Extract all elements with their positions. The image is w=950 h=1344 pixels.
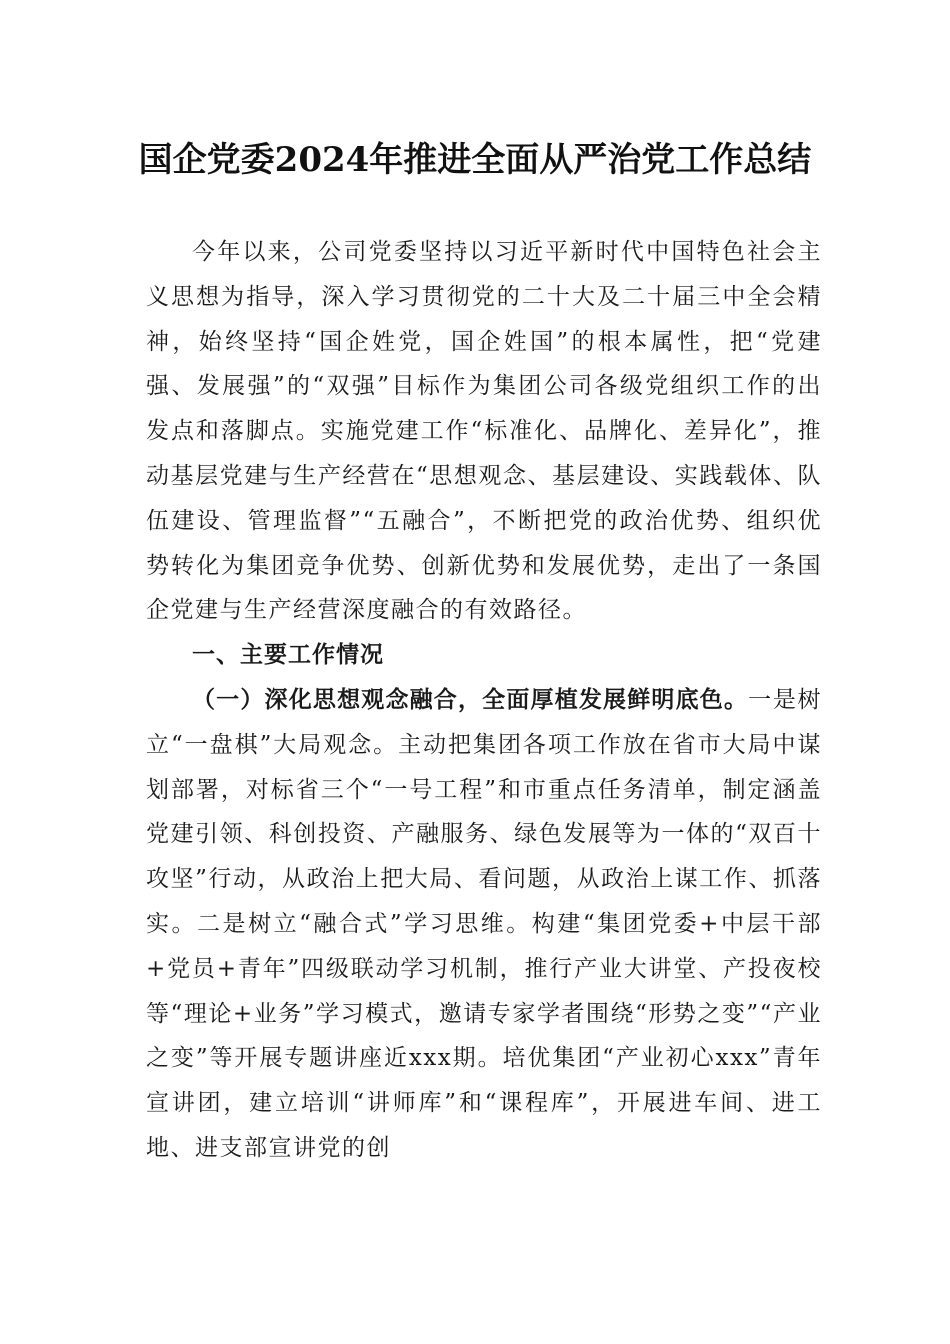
subsection-heading-1: （一）深化思想观念融合，全面厚植发展鲜明底色。 [192,686,749,713]
document-body [146,230,822,1171]
document-title: 国企党委2024年推进全面从严治党工作总结 [138,140,812,180]
intro-paragraph: 今年以来，公司党委坚持以习近平新时代中国特色社会主义思想为指导，深入学习贯彻党的二十大及二十届三中全会精神，始终坚持“国企姓党，国企姓国”的根本属性，把“党建强、发展强”的“双强”目标作为集团公司各级党组织工作的出发点和落脚点。实施党建工作“标准化、品牌化、差异化”，推动基层党建与生产经营在“思想观念、基层建设、实践载体、队伍建设、管理监督”“五融合”，不断把党的政治优势、组织优势转化为集团竞争优势、创新优势和发展优势，走出了一条国企党建与生产经营深度融合的有效路径。 [146,239,822,624]
subsection-body-1: 一是树立“一盘棋”大局观念。主动把集团各项工作放在省市大局中谋划部署，对标省三个“一号工程”和市重点任务清单，制定涵盖党建引领、科创投资、产融服务、绿色发展等为一体的“双百十攻坚”行动，从政治上把大局、看问题，从政治上谋工作、抓落实。二是树立“融合式”学习思维。构建“集团党委+中层干部+党员+青年”四级联动学习机制，推行产业大讲堂、产投夜校等“理论+业务”学习模式，邀请专家学者围绕“形势之变”“产业之变”等开展专题讲座近xxx期。培优集团“产业初心xxx”青年宣讲团，建立培训“讲师库”和“课程库”，开展进车间、进工地、进支部宣讲党的创 [146,686,823,1161]
subsection-paragraph-1 [146,678,822,1171]
section-heading-main-work: 一、主要工作情况 [192,642,384,669]
